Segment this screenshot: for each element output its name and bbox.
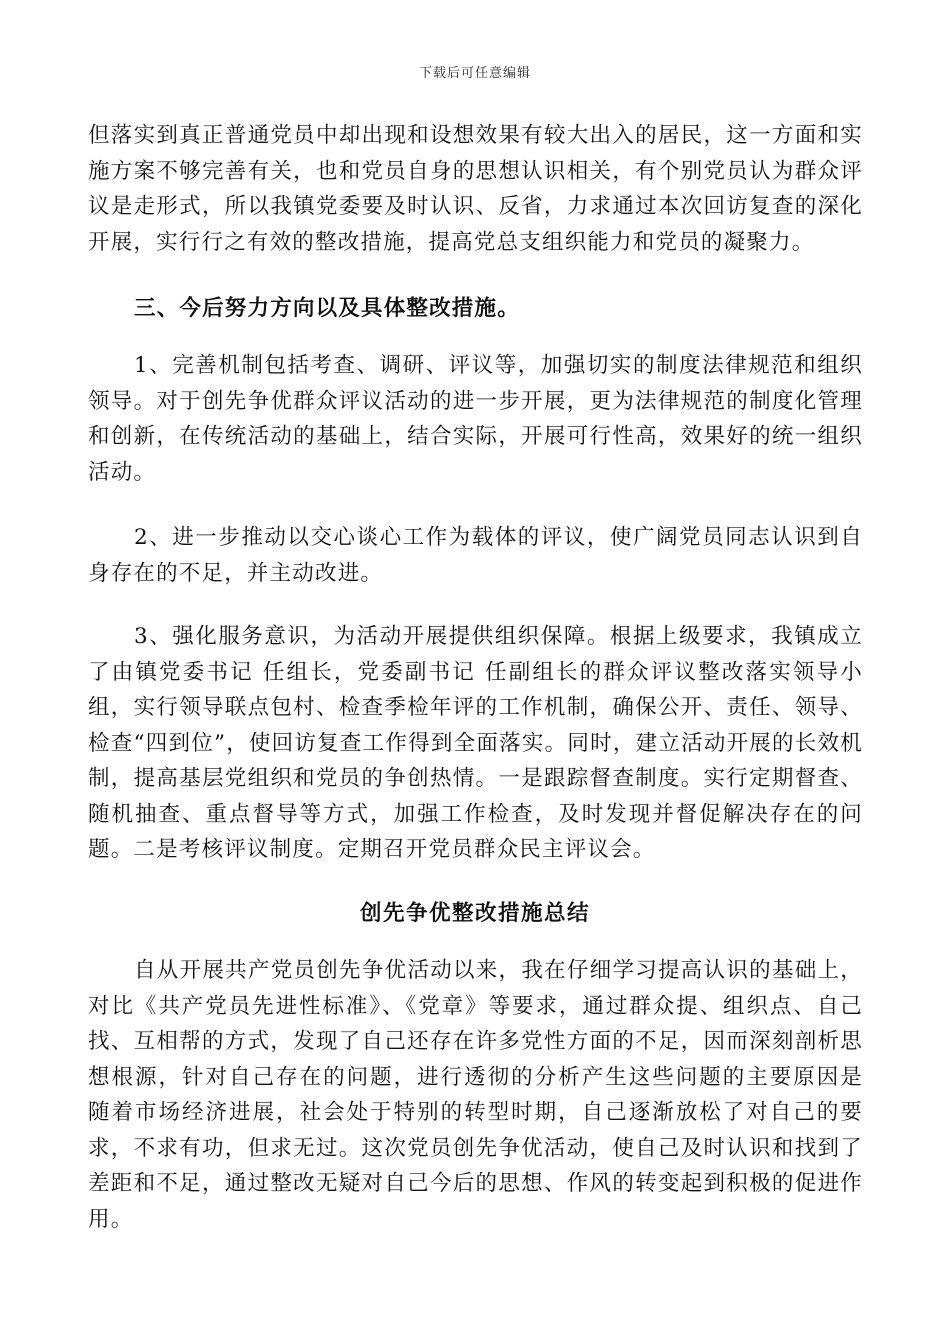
paragraph-item-2: 2、进一步推动以交心谈心工作为载体的评议，使广阔党员同志认识到自身存在的不足，并主动改进。 [88,525,863,586]
section-heading: 三、今后努力方向以及具体整改措施。 [134,296,520,321]
page-header: 下载后可任意编辑 [418,66,531,81]
paragraph-summary: 自从开展共产党员创先争优活动以来，我在仔细学习提高认识的基础上，对比《共产党员先进性标准》、《党章》等要求，通过群众提、组织点、自己找、互相帮的方式，发现了自己还存在许多党性方面的不足，因而深刻剖析思想根源，针对自己存在的问题，进行透彻的分析产生这些问题的主要原因是 随着市场经济进展，社会处于特别的转型时期，自己逐渐放松了对自己的要求，不求有功，但求无过。这次党员创先争优活动，使自己及时认识和找到了差距和不足，通过整改无疑对自己今后的思想、作风的转变起到积极的促进作用。 [88,958,863,1232]
paragraph-item-3: 3、强化服务意识，为活动开展提供组织保障。根据上级要求，我镇成立了由镇党委书记 任组长，党委副书记 任副组长的群众评议整改落实领导小组，实行领导联点包村、检查季检年评的工作机制，确保公开、责任、领导、检查“四到位”，使回访复查工作得到全面落实。同时，建立活动开展的长效机制，提高基层党组织和党员的争创热情。一是跟踪督查制度。实行定期督查、随机抽查、重点督导等方式，加强工作检查，及时发现并督促解决存在的问题。二是考核评议制度。定期召开党员群众民主评议会。 [88,624,863,862]
paragraph-item-1: 1、完善机制包括考查、调研、评议等，加强切实的制度法律规范和组织领导。对于创先争优群众评议活动的进一步开展，更为法律规范的制度化管理和创新，在传统活动的基础上，结合实际，开展可行性高，效果好的统一组织活动。 [88,353,863,485]
paragraph-continuation: 但落实到真正普通党员中却出现和设想效果有较大出入的居民，这一方面和实施方案不够完善有关，也和党员自身的思想认识相关，有个别党员认为群众评议是走形式，所以我镇党委要及时认识、反省，力求通过本次回访复查的深化开展，实行行之有效的整改措施，提高党总支组织能力和党员的凝聚力。 [88,123,863,255]
document-title: 创先争优整改措施总结 [359,901,590,926]
